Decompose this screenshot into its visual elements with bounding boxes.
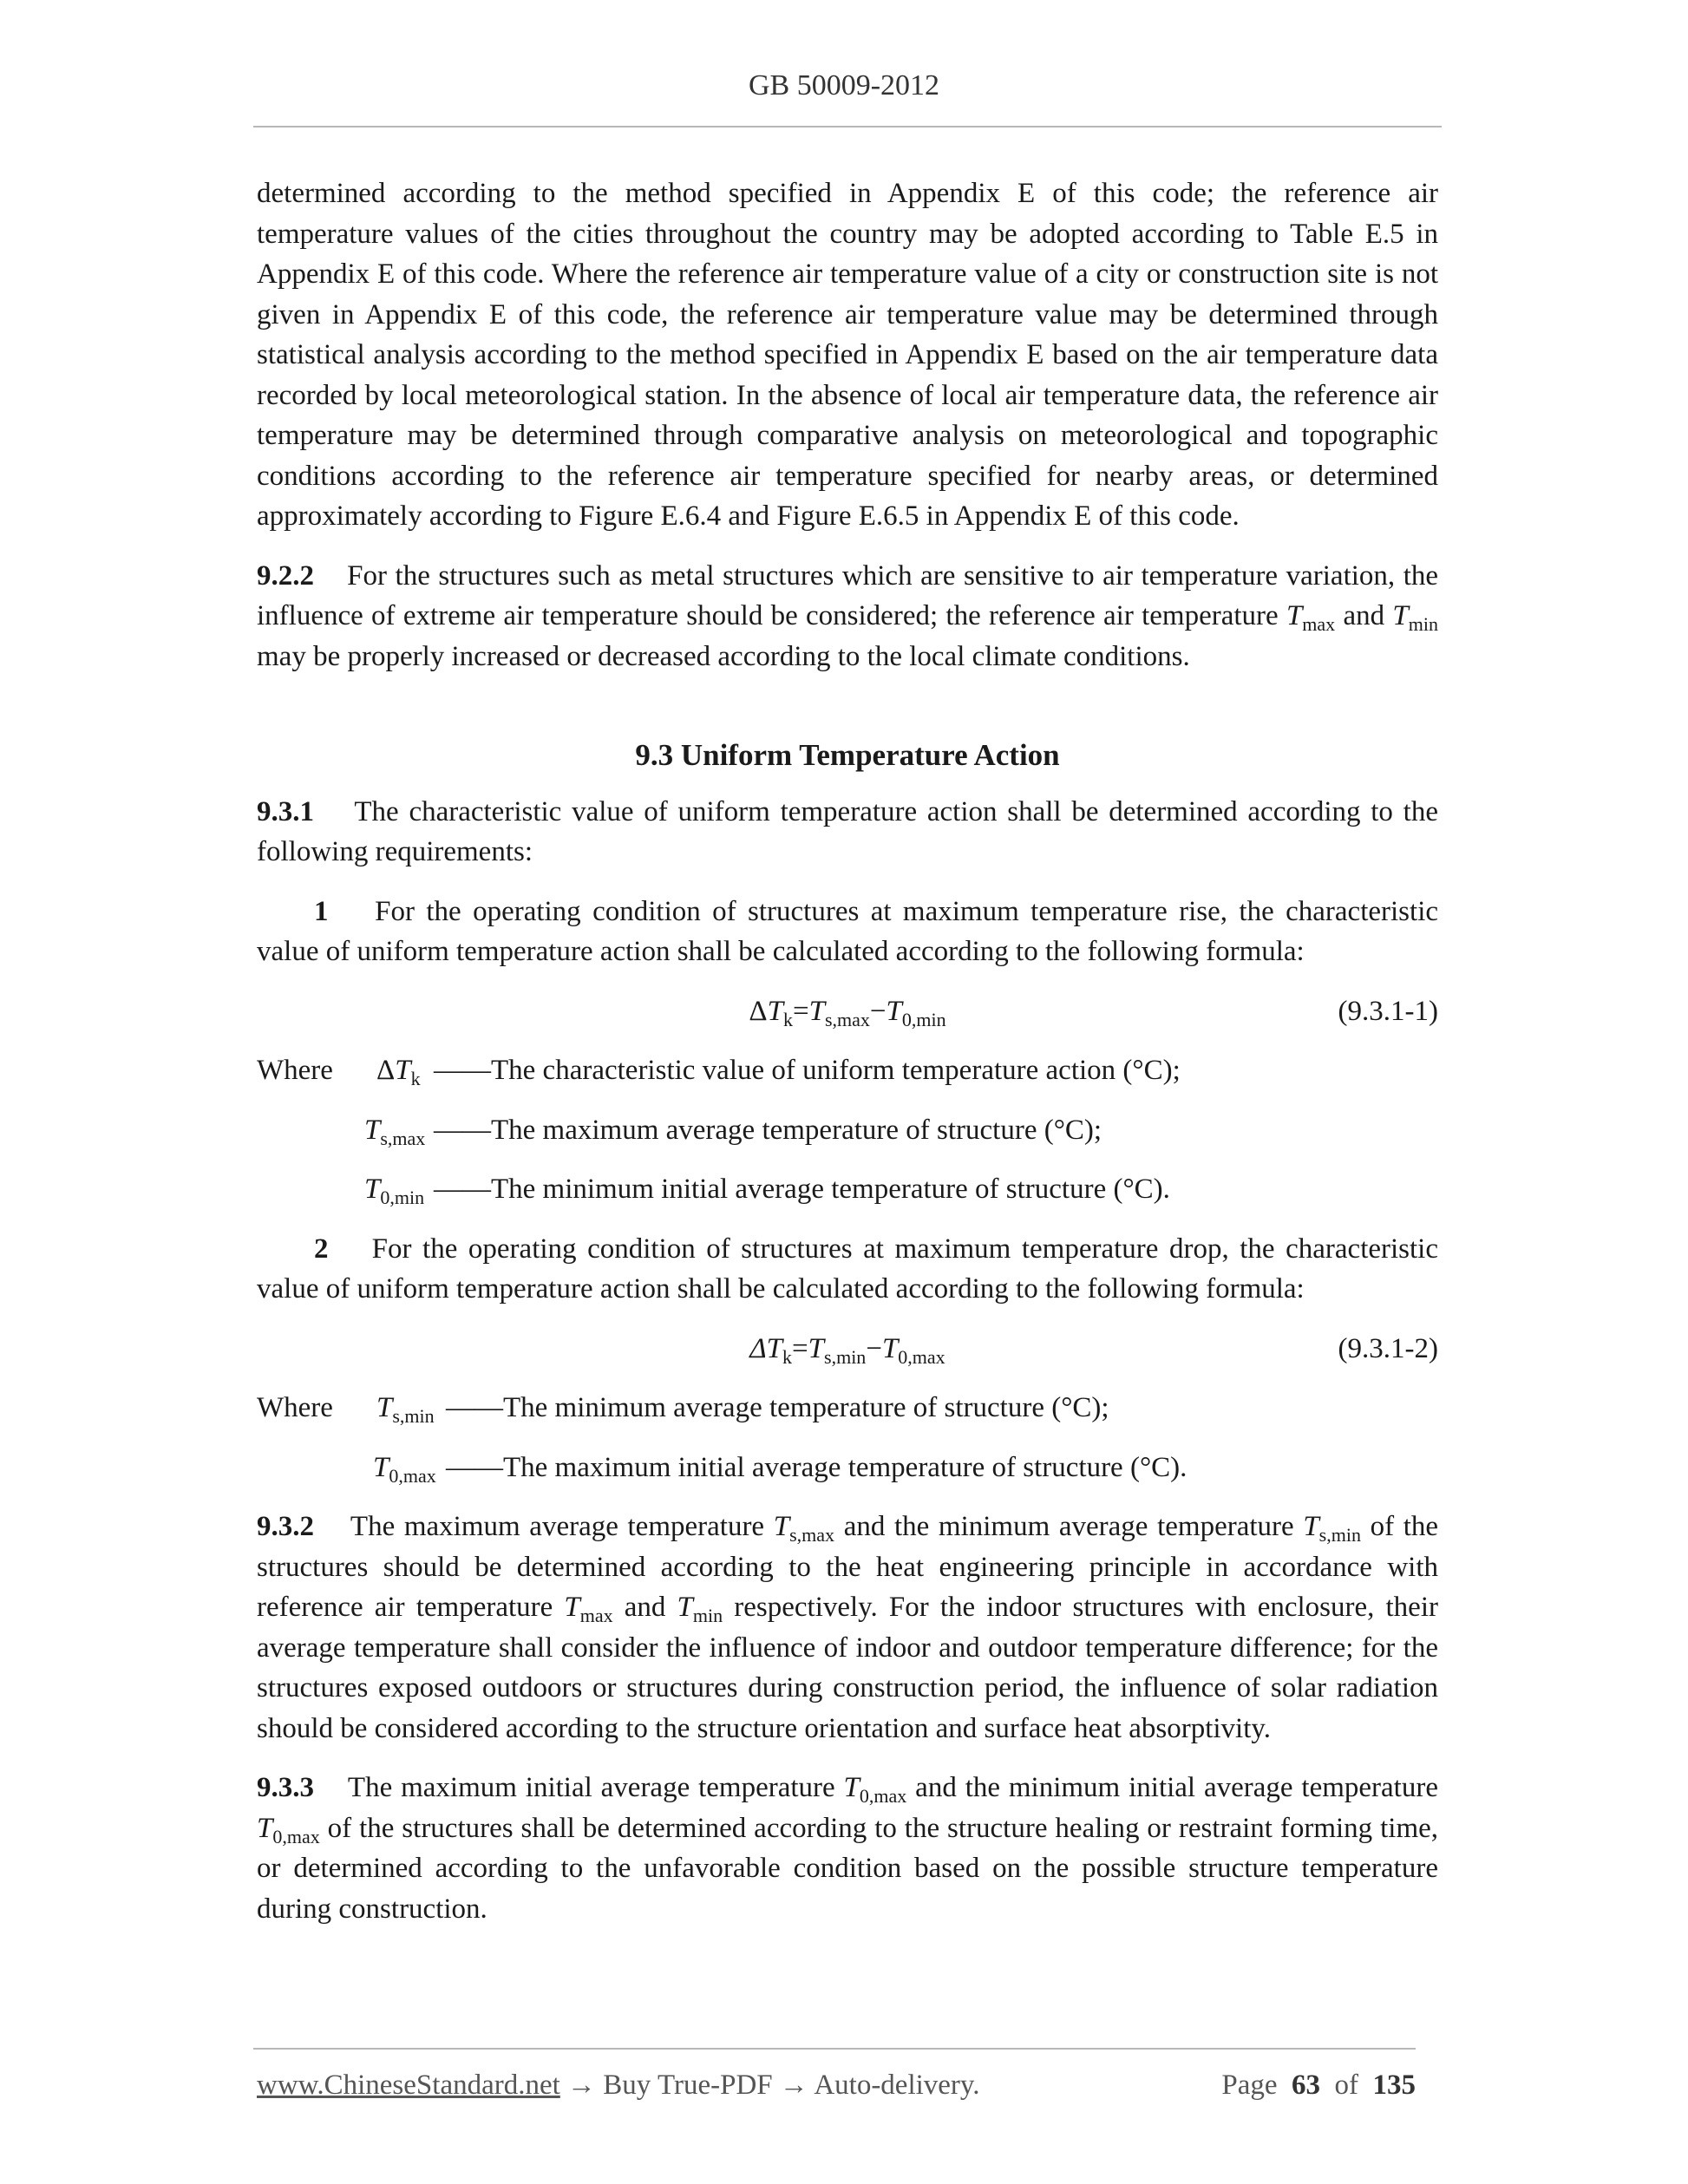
where-row [257,1448,1438,1488]
clause-text: For the structures such as metal structures which are sensitive to air temperature variation, the influence of extreme air temperature should be considered; the reference air temperature [257,559,1439,631]
clause-text: respectively. For the indoor structures with enclosure, their average temperature shall consider the influence of indoor and outdoor temperature difference; for the structures exposed outdoors or structures during construction period, the influence of solar radiation should be considered according to the structure orientation and surface heat absorptivity. [257,1592,1438,1744]
where-label: Where [257,1392,333,1423]
clause-number: 9.3.2 [257,1511,314,1542]
formula-expression: $\Delta T_k=T_{s,min}-T_{0,max}$ [749,1332,945,1368]
where-row [257,1388,1438,1429]
clause-text: may be properly increased or decreased according to the local climate conditions. [257,640,1190,672]
list-item-2 [257,1229,1438,1310]
formula-9-3-1-2 [257,1329,1438,1370]
symbol-description: ——The minimum initial average temperature of structure (°C). [434,1174,1170,1205]
clause-number: 9.2.2 [257,559,314,592]
symbol: $T_{s,max}$ [364,1114,426,1149]
symbol: $T_{0,min}$ [364,1174,425,1208]
header-divider [253,126,1442,128]
clause-9-2-2: 9.2.2 For the structures such as metal structures which are sensitive to air temperature variation, the influence of extreme air temperature should be considered; the reference air temperature $T_{max}$ and $T_{min}$ may be properly increased or decreased according to the local climate conditions. [257,559,1439,672]
clause-9-3-2: 9.3.2 The maximum average temperature $T_{s,max}$ and the minimum average temperature $T_{s,min}$ of the structures should be determined according to the heat engineering principle in accordance with reference air temperature $T_{max}$ and $T_{min}$ respectively. For the indoor structures with enclosure, their average temperature shall consider the influence of indoor and outdoor temperature difference; for the structures exposed outdoors or structures during construction period, the influence of solar radiation should be considered according to the structure orientation and surface heat absorptivity. [257,1511,1439,1744]
clause-9-3-3: 9.3.3 The maximum initial average temperature $T_{0,max}$ and the minimum initial average temperature $T_{0,max}$ of the structures shall be determined according to the structure healing or restraint forming time, or determined according to the unfavorable condition based on the possible structure temperature during construction. [257,1772,1439,1925]
page-header-title: GB 50009-2012 [748,69,940,101]
symbol-description: ——The characteristic value of uniform temperature action (°C); [434,1055,1181,1086]
clause-text: The maximum initial average temperature [347,1772,835,1803]
equation-number: (9.3.1-2) [1338,1332,1438,1364]
clause-text: of the structures should be determined according to the heat engineering principle in accordance with reference air temperature [257,1511,1439,1623]
page-label: Page [1221,2070,1278,2101]
clause-text: and [1343,600,1385,631]
document-body [257,173,1438,1929]
formula-expression: $\Delta T_k=T_{s,max}-T_{0,min}$ [749,995,946,1030]
symbol: $\Delta T_k$ [376,1055,421,1089]
symbol-description: ——The maximum average temperature of structure (°C); [434,1114,1102,1146]
clause-text: of the structures shall be determined according to the structure healing or restraint forming time, or determined according to the unfavorable condition based on the possible structure temperature during construction. [257,1812,1439,1925]
clause-text: and the minimum initial average temperature [915,1772,1438,1803]
total-pages: 135 [1372,2070,1416,2101]
delivery-text: Auto-delivery. [814,2070,980,2101]
where-row [257,1110,1438,1151]
where-label: Where [257,1055,333,1086]
clause-text: and [624,1592,666,1623]
where-row [257,1050,1438,1091]
current-page: 63 [1292,2070,1320,2101]
item-number: 2 [314,1233,329,1265]
item-text: For the operating condition of structures at maximum temperature drop, the characteristic value of uniform temperature action shall be calculated according to the following formula: [257,1233,1438,1305]
website-link[interactable]: www.ChineseStandard.net [257,2070,560,2101]
page-indicator [1221,2070,1416,2102]
paragraph-continuation: determined according to the method specified in Appendix E of this code; the reference air temperature values of the cities throughout the country may be adopted according to Table E.5 in Appendix E of this code. Where the reference air temperature value of a city or construction site is not given in Appendix E of this code, the reference air temperature value may be determined through statistical analysis according to the method specified in Appendix E based on the air temperature data recorded by local meteorological station. In the absence of local air temperature data, the reference air temperature may be determined through comparative analysis on meteorological and topographic conditions according to the reference air temperature specified for nearby areas, or determined approximately according to Figure E.6.4 and Figure E.6.5 in Appendix E of this code. [257,178,1438,532]
of-label: of [1334,2070,1358,2101]
equation-number: (9.3.1-1) [1338,995,1438,1027]
symbol: $T_{s,min}$ [376,1392,435,1427]
symbol-description: ——The maximum initial average temperature of structure (°C). [446,1451,1187,1483]
clause-number: 9.3.3 [257,1772,314,1803]
item-number: 1 [314,895,329,927]
clause-text: and the minimum average temperature [843,1511,1294,1542]
symbol: $T_{0,max}$ [373,1451,436,1487]
arrow-icon: → [567,2070,597,2101]
where-row [257,1169,1438,1210]
footer-promo [257,2070,980,2102]
clause-number: 9.3.1 [257,795,314,827]
clause-text: The maximum average temperature [350,1511,765,1542]
list-item-1 [257,892,1438,972]
section-title: 9.3 Uniform Temperature Action [635,738,1060,772]
clause-9-3-1 [257,792,1438,873]
clause-text: The characteristic value of uniform temperature action shall be determined according to the following requirements: [257,795,1438,867]
buy-text: Buy True-PDF [603,2070,773,2101]
formula-9-3-1-1 [257,991,1438,1032]
footer-divider [253,2048,1416,2050]
arrow-icon: → [779,2070,808,2101]
symbol-description: ——The minimum average temperature of structure (°C); [446,1392,1109,1423]
item-text: For the operating condition of structures at maximum temperature rise, the characteristic value of uniform temperature action shall be calculated according to the following formula: [257,895,1439,967]
